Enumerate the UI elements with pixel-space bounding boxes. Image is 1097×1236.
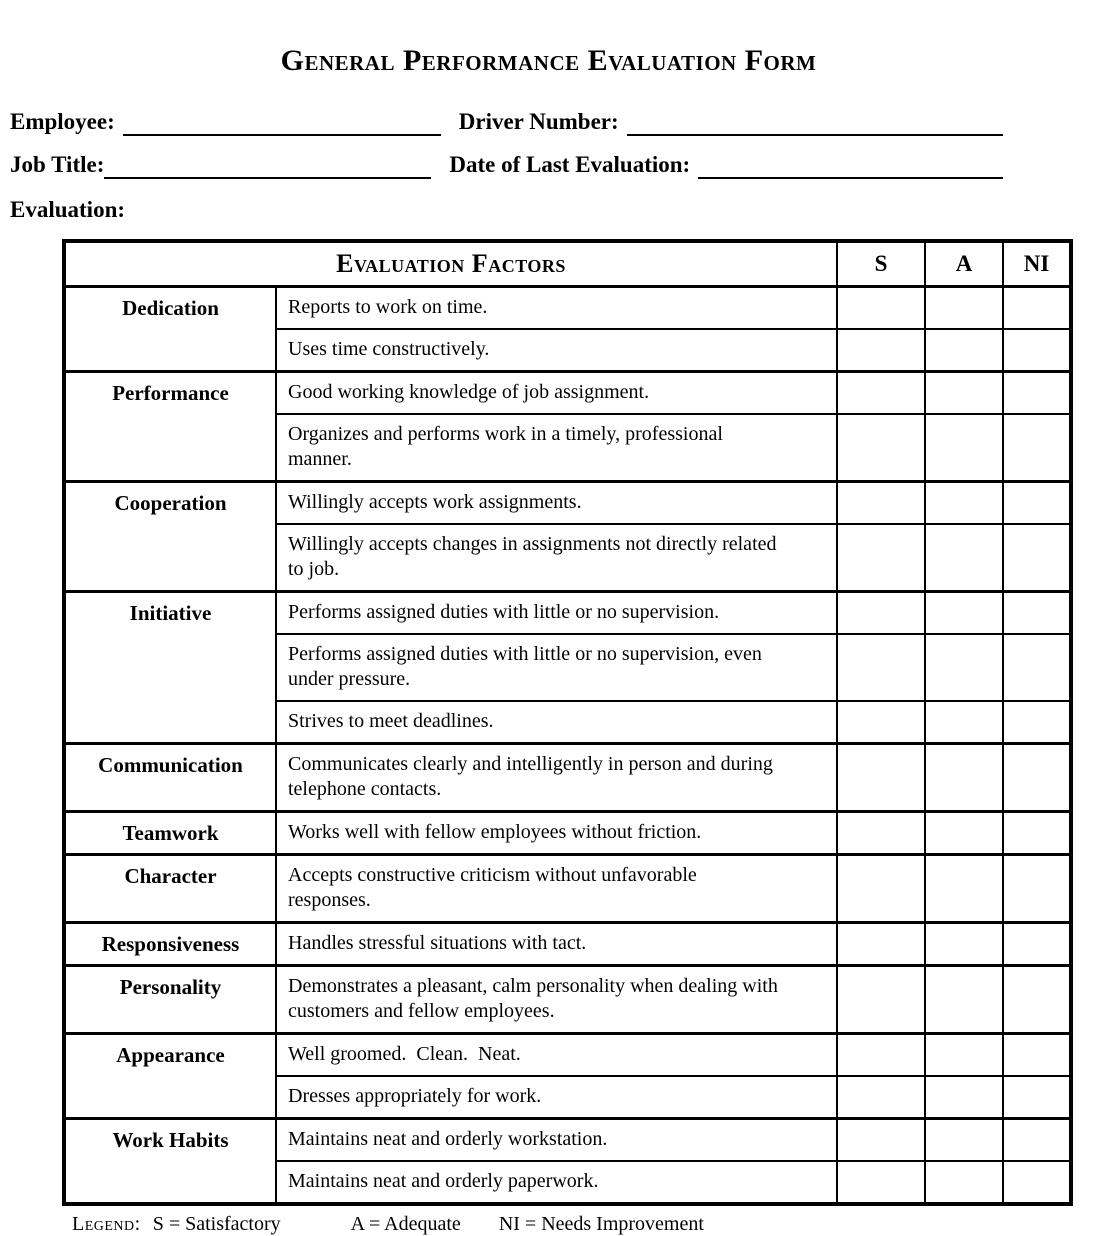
table-row: [64, 812, 1071, 855]
rating-cell-adequate[interactable]: [925, 1119, 1003, 1162]
rating-cell-satisfactory[interactable]: [837, 1076, 925, 1119]
table-row: [64, 744, 1071, 812]
rating-cell-satisfactory[interactable]: [837, 524, 925, 592]
rating-cell-adequate[interactable]: [925, 923, 1003, 966]
table-row: [64, 592, 1071, 635]
legend-item-satisfactory: S = Satisfactory: [152, 1213, 281, 1235]
rating-cell-needs-improvement[interactable]: [1003, 701, 1071, 744]
rating-cell-adequate[interactable]: [925, 1034, 1003, 1077]
rating-cell-adequate[interactable]: [925, 524, 1003, 592]
field-row-1: [10, 108, 1003, 136]
factor-cell: Handles stressful situations with tact.: [276, 923, 837, 966]
category-cell: Initiative: [64, 592, 276, 744]
rating-cell-satisfactory[interactable]: [837, 812, 925, 855]
factor-cell: Willingly accepts changes in assignments not directly related to job.: [276, 524, 837, 592]
legend-item-needs-improvement: NI = Needs Improvement: [498, 1213, 704, 1235]
factor-cell: Maintains neat and orderly paperwork.: [276, 1161, 837, 1204]
rating-cell-needs-improvement[interactable]: [1003, 1034, 1071, 1077]
legend-item-adequate: A = Adequate: [350, 1213, 461, 1235]
rating-cell-needs-improvement[interactable]: [1003, 372, 1071, 415]
column-header-satisfactory: S: [837, 241, 925, 287]
evaluation-factors-header: Evaluation Factors: [64, 241, 837, 287]
factor-cell: Willingly accepts work assignments.: [276, 482, 837, 525]
rating-cell-needs-improvement[interactable]: [1003, 855, 1071, 923]
rating-cell-needs-improvement[interactable]: [1003, 287, 1071, 330]
rating-cell-needs-improvement[interactable]: [1003, 524, 1071, 592]
rating-cell-adequate[interactable]: [925, 812, 1003, 855]
rating-cell-satisfactory[interactable]: [837, 1034, 925, 1077]
factor-cell: Accepts constructive criticism without unfavorable responses.: [276, 855, 837, 923]
rating-cell-needs-improvement[interactable]: [1003, 634, 1071, 701]
factor-cell: Organizes and performs work in a timely, professional manner.: [276, 414, 837, 482]
date-of-last-evaluation-input-line[interactable]: [698, 151, 1003, 179]
rating-cell-adequate[interactable]: [925, 1076, 1003, 1119]
job-title-label: Job Title:: [10, 152, 105, 177]
rating-cell-needs-improvement[interactable]: [1003, 414, 1071, 482]
page-title: General Performance Evaluation Form: [280, 44, 817, 77]
factor-cell: Works well with fellow employees without friction.: [276, 812, 837, 855]
factor-cell: Performs assigned duties with little or no supervision.: [276, 592, 837, 635]
rating-cell-adequate[interactable]: [925, 482, 1003, 525]
rating-cell-needs-improvement[interactable]: [1003, 592, 1071, 635]
rating-cell-satisfactory[interactable]: [837, 701, 925, 744]
rating-cell-satisfactory[interactable]: [837, 1161, 925, 1204]
employee-label: Employee:: [10, 109, 115, 134]
factor-cell: Communicates clearly and intelligently in person and during telephone contacts.: [276, 744, 837, 812]
factor-cell: Strives to meet deadlines.: [276, 701, 837, 744]
rating-cell-needs-improvement[interactable]: [1003, 812, 1071, 855]
driver-number-label: Driver Number:: [458, 109, 619, 134]
category-cell: Work Habits: [64, 1119, 276, 1205]
table-header-row: [64, 241, 1071, 287]
category-cell: Character: [64, 855, 276, 923]
table-row: [64, 855, 1071, 923]
rating-cell-adequate[interactable]: [925, 287, 1003, 330]
table-row: [64, 923, 1071, 966]
evaluation-section-label: Evaluation:: [10, 197, 126, 222]
rating-cell-needs-improvement[interactable]: [1003, 482, 1071, 525]
factor-cell: Well groomed. Clean. Neat.: [276, 1034, 837, 1077]
rating-cell-adequate[interactable]: [925, 744, 1003, 812]
rating-cell-satisfactory[interactable]: [837, 592, 925, 635]
category-cell: Appearance: [64, 1034, 276, 1119]
category-cell: Communication: [64, 744, 276, 812]
rating-cell-adequate[interactable]: [925, 634, 1003, 701]
rating-cell-needs-improvement[interactable]: [1003, 329, 1071, 372]
factor-cell: Reports to work on time.: [276, 287, 837, 330]
evaluation-table-body: [64, 287, 1071, 1205]
rating-cell-needs-improvement[interactable]: [1003, 1119, 1071, 1162]
driver-number-input-line[interactable]: [627, 108, 1003, 136]
category-cell: Personality: [64, 966, 276, 1034]
factor-cell: Maintains neat and orderly workstation.: [276, 1119, 837, 1162]
rating-cell-needs-improvement[interactable]: [1003, 1076, 1071, 1119]
rating-cell-satisfactory[interactable]: [837, 923, 925, 966]
job-title-input-line[interactable]: [104, 151, 431, 179]
rating-cell-satisfactory[interactable]: [837, 966, 925, 1034]
column-header-adequate: A: [925, 241, 1003, 287]
rating-cell-satisfactory[interactable]: [837, 744, 925, 812]
factor-cell: Demonstrates a pleasant, calm personality when dealing with customers and fellow employees.: [276, 966, 837, 1034]
category-cell: Responsiveness: [64, 923, 276, 966]
rating-cell-adequate[interactable]: [925, 1161, 1003, 1204]
rating-cell-satisfactory[interactable]: [837, 1119, 925, 1162]
header-fields: [10, 108, 1003, 179]
factor-cell: Uses time constructively.: [276, 329, 837, 372]
legend-label: Legend:: [72, 1213, 141, 1235]
rating-cell-needs-improvement[interactable]: [1003, 744, 1071, 812]
employee-input-line[interactable]: [123, 108, 441, 136]
factor-cell: Dresses appropriately for work.: [276, 1076, 837, 1119]
table-row: [64, 1119, 1071, 1162]
rating-cell-satisfactory[interactable]: [837, 329, 925, 372]
table-row: [64, 372, 1071, 415]
category-cell: Teamwork: [64, 812, 276, 855]
category-cell: Performance: [64, 372, 276, 482]
rating-cell-adequate[interactable]: [925, 372, 1003, 415]
rating-cell-satisfactory[interactable]: [837, 482, 925, 525]
table-row: [64, 287, 1071, 330]
rating-cell-satisfactory[interactable]: [837, 414, 925, 482]
category-cell: Dedication: [64, 287, 276, 372]
legend: [72, 1213, 1097, 1236]
rating-cell-satisfactory[interactable]: [837, 634, 925, 701]
date-of-last-evaluation-label: Date of Last Evaluation:: [449, 152, 691, 177]
category-cell: Cooperation: [64, 482, 276, 592]
evaluation-table: [62, 239, 1073, 1206]
rating-cell-satisfactory[interactable]: [837, 287, 925, 330]
rating-cell-needs-improvement[interactable]: [1003, 966, 1071, 1034]
factor-cell: Good working knowledge of job assignment.: [276, 372, 837, 415]
rating-cell-needs-improvement[interactable]: [1003, 923, 1071, 966]
field-row-2: [10, 151, 1003, 179]
rating-cell-needs-improvement[interactable]: [1003, 1161, 1071, 1204]
rating-cell-adequate[interactable]: [925, 414, 1003, 482]
column-header-needs-improvement: NI: [1003, 241, 1071, 287]
rating-cell-satisfactory[interactable]: [837, 855, 925, 923]
rating-cell-adequate[interactable]: [925, 592, 1003, 635]
factor-cell: Performs assigned duties with little or no supervision, even under pressure.: [276, 634, 837, 701]
table-row: [64, 1034, 1071, 1077]
rating-cell-satisfactory[interactable]: [837, 372, 925, 415]
rating-cell-adequate[interactable]: [925, 855, 1003, 923]
rating-cell-adequate[interactable]: [925, 701, 1003, 744]
rating-cell-adequate[interactable]: [925, 966, 1003, 1034]
rating-cell-adequate[interactable]: [925, 329, 1003, 372]
table-row: [64, 966, 1071, 1034]
table-row: [64, 482, 1071, 525]
